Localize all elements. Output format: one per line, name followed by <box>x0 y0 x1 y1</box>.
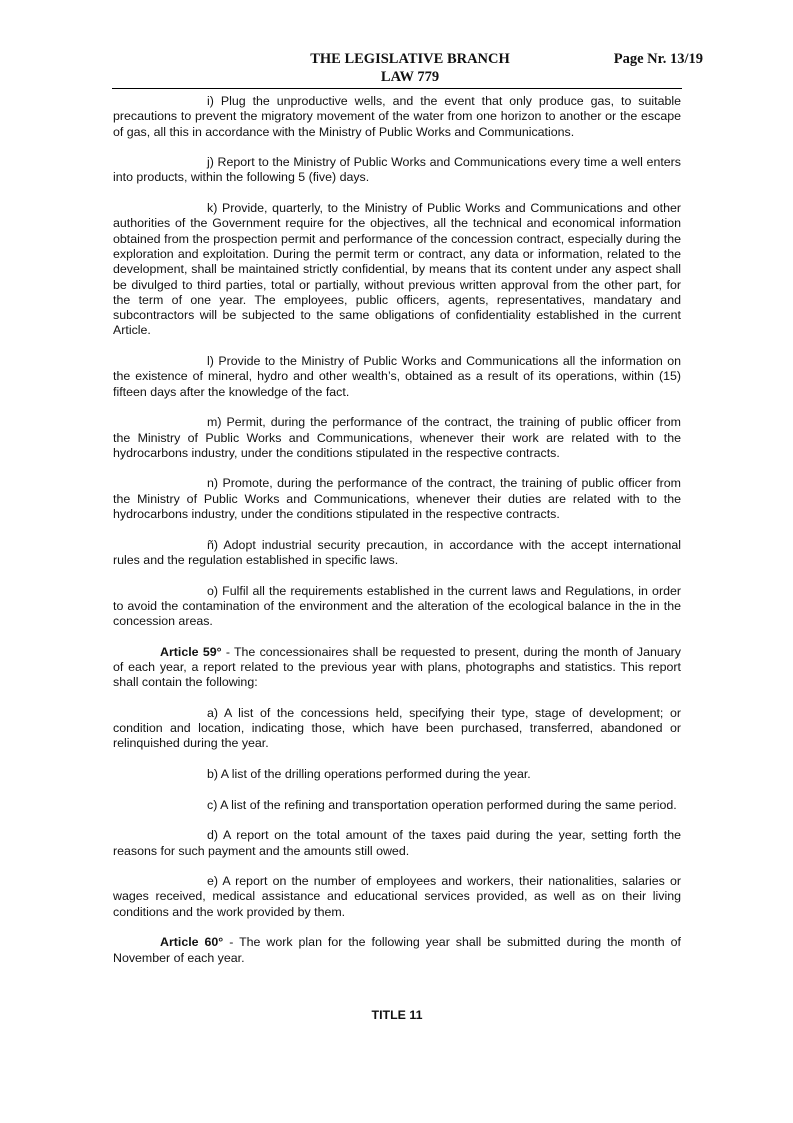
article-59-item-b: b) A list of the drilling operations performed during the year. <box>207 767 531 782</box>
paragraph-i: i) Plug the unproductive wells, and the event that only produce gas, to suitable precautions to prevent the migratory movement of the water from one horizon to another or the escape of gas, all this in accordance with the Ministry of Public Works and Communications. <box>113 94 681 139</box>
article-59-item-d: d) A report on the total amount of the taxes paid during the year, setting forth the reasons for such payment and the amounts still owed. <box>113 828 681 858</box>
article-59-item-a: a) A list of the concessions held, specifying their type, stage of development; or condition and location, indicating those, which have been purchased, transferred, abandoned or relinquished during the year. <box>113 705 681 751</box>
article-60-text: - The work plan for the following year shall be submitted during the month of November of each year. <box>113 935 681 965</box>
article-59-text: - The concessionaires shall be requested to present, during the month of January of each year, a report related to the previous year with plans, photographs and statistics. This report shall contain the following: <box>113 644 681 690</box>
document-body <box>113 94 681 981</box>
header-title: THE LEGISLATIVE BRANCH <box>310 51 510 67</box>
paragraph-n: n) Promote, during the performance of the contract, the training of public officer from the Ministry of Public Works and Communications, whenever their duties are related with to the hydrocarbons industry, under the conditions stipulated in the respective contracts. <box>113 476 681 522</box>
article-60 <box>113 935 681 966</box>
paragraph-enye: ñ) Adopt industrial security precaution, in accordance with the accept international rules and the regulation established in specific laws. <box>113 537 681 567</box>
paragraph-k: k) Provide, quarterly, to the Ministry of Public Works and Communications and other authorities of the Government require for the objectives, all the technical and economical information obtained from the prospection permit and performance of the concession contract, especially during the exploration and exploitation. During the permit term or contract, any data or information, related to the development, shall be maintained strictly confidential, by means that its content under any aspect shall be divulged to third parties, total or partially, without previous written approval from the other part, for the term of one year. The employees, public officers, agents, representatives, mandatary and subcontractors will be subjected to the same obligations of confidentiality established in the current Article. <box>113 201 681 338</box>
article-59-label: Article 59° <box>160 644 222 659</box>
header-law: LAW 779 <box>380 69 440 85</box>
page-number: Page Nr. 13/19 <box>613 51 703 67</box>
section-title: TITLE 11 <box>371 1008 423 1022</box>
paragraph-j: j) Report to the Ministry of Public Works and Communications every time a well enters into products, within the following 5 (five) days. <box>113 155 681 185</box>
paragraph-o: o) Fulfil all the requirements established in the current laws and Regulations, in order to avoid the contamination of the environment and the alteration of the ecological balance in the in the concession areas. <box>113 583 681 629</box>
paragraph-m: m) Permit, during the performance of the contract, the training of public officer from the Ministry of Public Works and Communications, whenever their work are related with to the hydrocarbons industry, under the conditions stipulated in the respective contracts. <box>113 415 681 460</box>
article-60-label: Article 60° <box>160 935 224 950</box>
article-59-item-c: c) A list of the refining and transportation operation performed during the same period. <box>207 797 677 812</box>
article-59 <box>113 645 681 691</box>
article-59-item-e: e) A report on the number of employees and workers, their nationalities, salaries or wages received, medical assistance and educational services provided, as well as on their living conditions and the work provided by them. <box>113 874 681 919</box>
header-rule <box>112 88 682 89</box>
paragraph-l: l) Provide to the Ministry of Public Works and Communications all the information on the existence of mineral, hydro and other wealth’s, obtained as a result of its operations, within (15) fifteen days after the knowledge of the fact. <box>113 354 681 399</box>
